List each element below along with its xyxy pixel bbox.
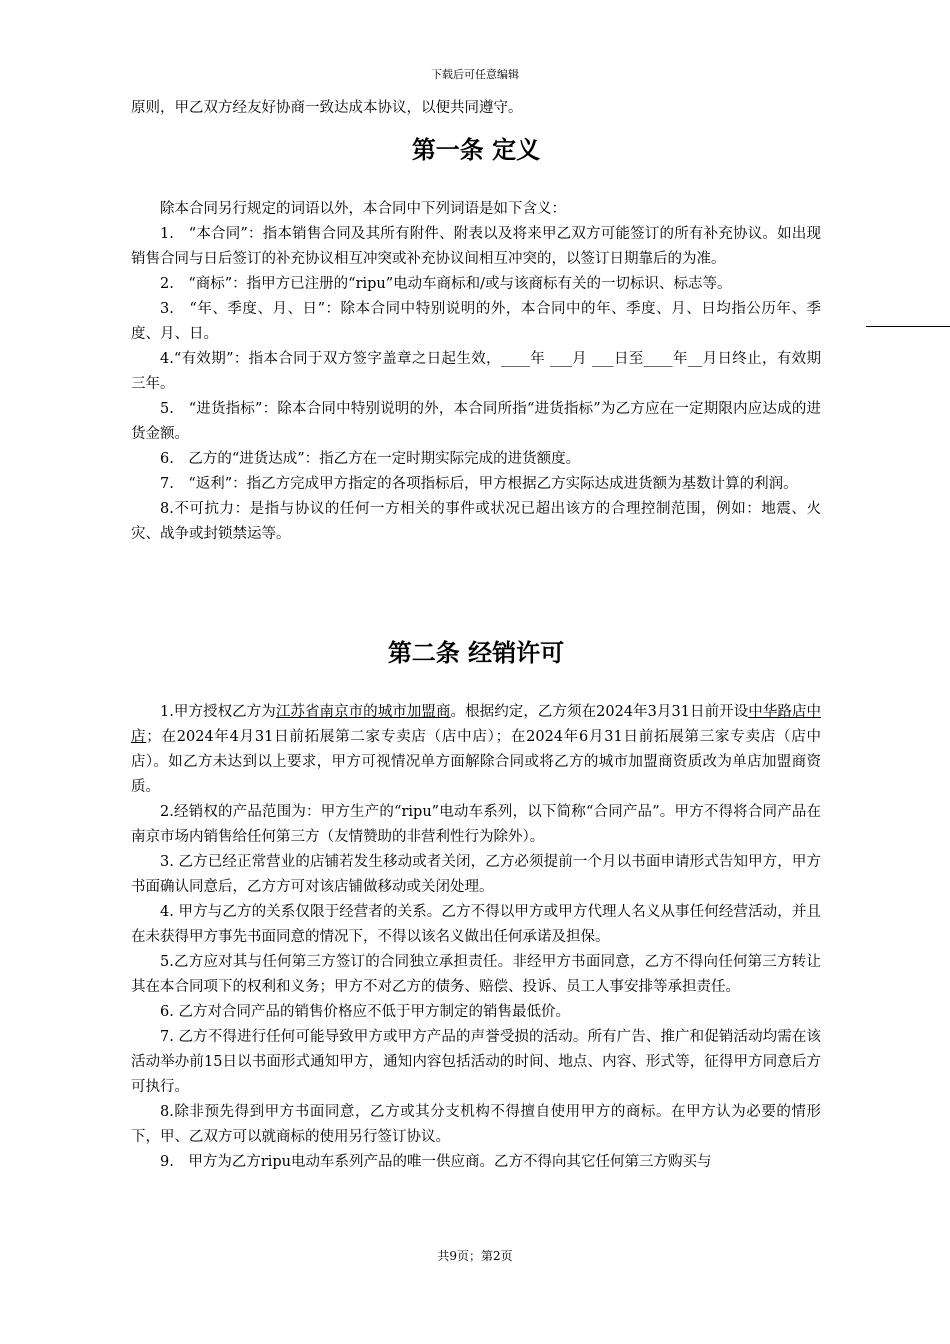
article-1-title: 第一条 定义 [411,136,541,164]
license-item: 2.经销权的产品范围为：甲方生产的“ripu”电动车系列，以下简称“合同产品”。甲方不得将合同产品在南京市场内销售给任何第三方（友情赞助的非营利性行为除外）。 [131,804,821,845]
license-item-text: 。根据约定，乙方须在2024年3月31日前开设 [450,704,749,720]
license-item: 8.除非预先得到甲方书面同意，乙方或其分支机构不得擅自使用甲方的商标。在甲方认为必要的情形下，甲、乙双方可以就商标的使用另行签订协议。 [131,1104,821,1145]
license-item: 7. 乙方不得进行任何可能导致甲方或甲方产品的声誉受损的活动。所有广告、推广和促销活动均需在该活动举办前15日以书面形式通知甲方，通知内容包括活动的时间、地点、内容、形式等，征得甲方同意后方可执行。 [131,1029,821,1095]
license-item-text: 1.甲方授权乙方为 [160,704,276,720]
license-item: 5.乙方应对其与任何第三方签订的合同独立承担责任。非经甲方书面同意，乙方不得向任何第三方转让其在本合同项下的权利和义务；甲方不对乙方的债务、赔偿、投诉、员工人事安排等承担责任。 [131,954,821,995]
article-2-title: 第二条 经销许可 [387,639,565,667]
license-item: 3. 乙方已经正常营业的店铺若发生移动或者关闭，乙方必须提前一个月以书面申请形式告知甲方，甲方书面确认同意后，乙方方可对该店铺做移动或关闭处理。 [131,854,821,895]
license-item: 6. 乙方对合同产品的销售价格应不低于甲方制定的销售最低价。 [160,1004,570,1020]
definition-item: 8.不可抗力：是指与协议的任何一方相关的事件或状况已超出该方的合理控制范围，例如：地震、火灾、战争或封锁禁运等。 [131,501,821,542]
page-header: 下载后可任意编辑 [431,68,519,81]
article-1 [131,131,821,169]
definition-item: 1. “本合同”：指本销售合同及其所有附件、附表以及将来甲乙双方可能签订的所有补充协议。如出现销售合同与日后签订的补充协议相互冲突或补充协议间相互冲突的，以签订日期靠后的为准。 [131,226,821,267]
page-footer: 共9页；第2页 [437,1249,513,1263]
article-2-body [131,700,821,1175]
intro-paragraph: 原则，甲乙双方经友好协商一致达成本协议，以便共同遵守。 [131,100,523,116]
franchise-region: 江苏省南京市的城市加盟商 [275,704,451,720]
definition-item: 6. 乙方的“进货达成”：指乙方在一定时期实际完成的进货额度。 [160,451,581,467]
definition-item: 4.“有效期”：指本合同于双方签字盖章之日起生效，____年 ___月 ___日至____年__月日终止，有效期三年。 [131,351,821,392]
definition-item: 7. “返利”：指乙方完成甲方指定的各项指标后，甲方根据乙方实际达成进货额为基数计算的利润。 [160,476,798,492]
article-2 [131,634,821,672]
intro-block [131,96,821,121]
store-name: 中华路店中店 [131,704,822,745]
article-1-lead: 除本合同另行规定的词语以外，本合同中下列词语是如下含义： [160,201,566,217]
license-item-text: ；在2024年4月31日前拓展第二家专卖店（店中店）；在2024年6月31日前拓展第三家专卖店（店中店）。如乙方未达到以上要求，甲方可视情况单方面解除合同或将乙方的城市加盟商资质改为单店加盟商资质。 [131,729,822,795]
definition-item: 3. “年、季度、月、日”：除本合同中特别说明的外，本合同中的年、季度、月、日均指公历年、季度、月、日。 [131,301,821,342]
license-item: 9. 甲方为乙方ripu电动车系列产品的唯一供应商。乙方不得向其它任何第三方购买与 [160,1154,712,1170]
license-item [131,700,821,800]
definition-item: 2. “商标”：指甲方已注册的“ripu”电动车商标和/或与该商标有关的一切标识、标志等。 [160,276,732,292]
license-item: 4. 甲方与乙方的关系仅限于经营者的关系。乙方不得以甲方或甲方代理人名义从事任何经营活动，并且在未获得甲方事先书面同意的情况下，不得以该名义做出任何承诺及担保。 [131,904,821,945]
definition-item: 5. “进货指标”：除本合同中特别说明的外，本合同所指“进货指标”为乙方应在一定期限内应达成的进货金额。 [131,401,821,442]
margin-rule [866,326,950,327]
article-1-body [131,197,821,547]
